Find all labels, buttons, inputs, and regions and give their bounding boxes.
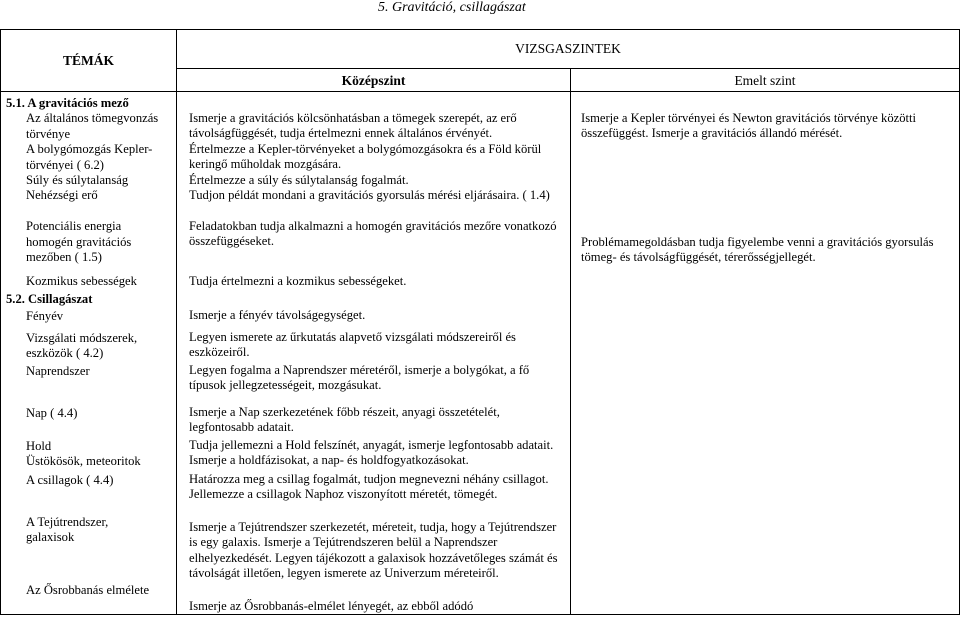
high-level-column [571,92,960,615]
topic-item: Nap ( 4.4) [26,405,78,420]
topic-item: Kozmikus sebességek [26,274,137,289]
topic-item: Fényév [26,308,64,323]
topics-header: TÉMÁK [1,30,177,92]
topic-item: A bolygómozgás Kepler-törvényei ( 6.2) [26,142,153,172]
requirement-item: Értelmezze a Kepler-törvényeket a bolygómozgásokra és a Föld körül keringő műholdak mozgására. [189,142,542,172]
requirement-item: Problémamegoldásban tudja figyelembe venni a gravitációs gyorsulás tömeg- és távolságfüggését, térerősségjellegét. [581,235,934,265]
topic-item: A Tejútrendszer, galaxisok [26,514,109,545]
requirement-item: Ismerje a gravitációs kölcsönhatásban a tömegek szerepét, az erő távolságfüggését, tudja értelmezni ennek általános érvényét. [189,111,517,141]
requirement-item: Ismerje az Ősrobbanás-elmélet lényegét, az ebből adódó [189,599,474,613]
requirement-item: Tudja értelmezni a kozmikus sebességeket. [189,274,407,288]
requirements-header: VIZSGASZINTEK [177,30,960,69]
requirement-item: Legyen fogalma a Naprendszer méretéről, ismerje a bolygókat, a fő típusok jellegzetességeit, mozgásukat. [189,363,530,393]
curriculum-table [0,29,960,615]
topic-item: Hold [26,438,52,453]
topic-item: Vizsgálati módszerek, eszközök ( 4.2) [26,330,138,361]
requirement-item: Ismerje a Tejútrendszer szerkezetét, méreteit, tudja, hogy a Tejútrendszer is egy galaxis. Ismerje a Tejútrendszeren belül a Naprendszer elhelyezkedését. Legyen tájékozott a galaxisok hozzávetőleges számát és távolságát illetően, legyen ismerete az Univerzum méreteiről. [189,520,558,581]
topics-column [1,92,177,615]
requirement-item: Ismerje a Nap szerkezetének főbb részeit, anyagi összetételét, legfontosabb adatait. [189,405,500,435]
section-title-gravity: 5.1. A gravitációs mező [6,96,129,110]
requirement-item: Legyen ismerete az űrkutatás alapvető vizsgálati módszereiről és eszközeiről. [189,330,516,360]
topic-item: A csillagok ( 4.4) [26,472,114,487]
mid-level-header: Középszint [177,69,571,92]
requirement-item: Ismerje a fényév távolságegységet. [189,308,366,322]
requirement-item: Feladatokban tudja alkalmazni a homogén gravitációs mezőre vonatkozó összefüggéseket. [189,219,557,249]
high-level-header: Emelt szint [571,69,960,92]
requirement-item: Tudja jellemezni a Hold felszínét, anyagát, ismerje legfontosabb adatait. Ismerje a holdfázisokat, a nap- és holdfogyatkozásokat. [189,438,554,468]
section-title-astronomy: 5.2. Csillagászat [6,292,93,307]
topic-item: Súly és súlytalanság [26,173,129,188]
topic-item: Az általános tömegvonzás törvénye [26,111,159,141]
topic-item: Üstökösök, meteoritok [26,453,141,468]
topic-item: Naprendszer [26,363,90,378]
topic-item: Nehézségi erő [26,188,98,203]
requirement-item: Ismerje a Kepler törvényei és Newton gravitációs törvénye közötti összefüggést. Ismerje a gravitációs állandó mérését. [581,111,917,141]
page-header: 5. Gravitáció, csillagászat [378,0,526,15]
mid-level-column [177,92,571,615]
topic-item: Az Ősrobbanás elmélete [26,582,150,597]
topic-item: Potenciális energia homogén gravitációs mezőben ( 1.5) [26,219,132,265]
requirement-item: Határozza meg a csillag fogalmát, tudjon megnevezni néhány csillagot. Jellemezze a csillagok Naphoz viszonyított méretét, tömegét. [189,472,549,502]
requirement-item: Tudjon példát mondani a gravitációs gyorsulás mérési eljárásaira. ( 1.4) [189,188,550,202]
requirement-item: Értelmezze a súly és súlytalanság fogalmát. [189,173,409,187]
